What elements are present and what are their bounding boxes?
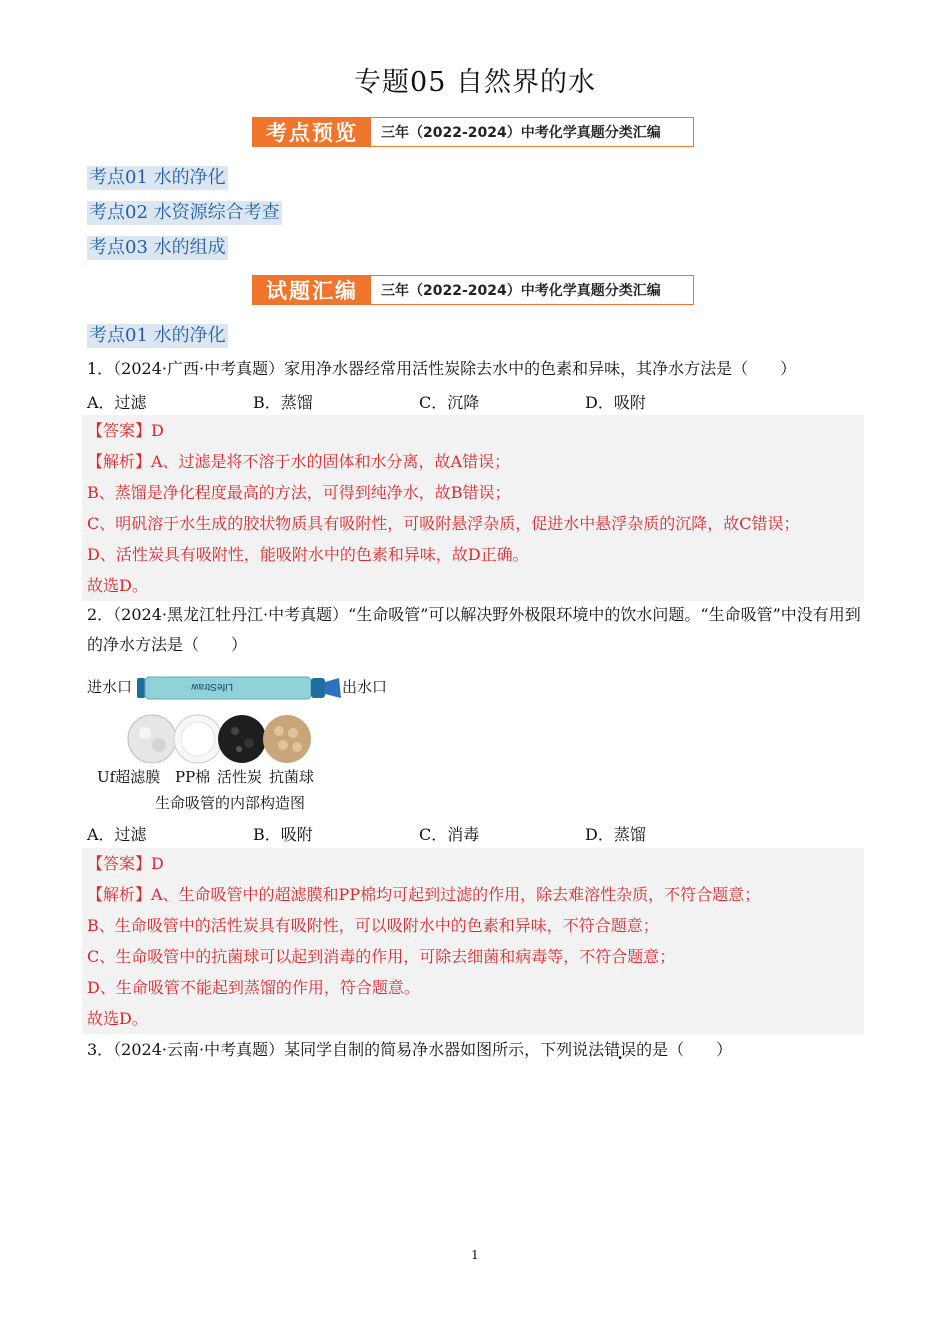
- inlet-label: 进水口: [87, 678, 133, 696]
- analysis-line: 故选D。: [87, 1009, 148, 1028]
- banner-tag: 试题汇编: [253, 276, 371, 304]
- q1-options: [87, 390, 787, 413]
- layer-label-pp: PP棉: [175, 768, 211, 786]
- q3-stem: [87, 1035, 867, 1065]
- analysis-line: C、明矾溶于水生成的胶状物质具有吸附性，可吸附悬浮杂质，促进水中悬浮杂质的沉降，故C错误；: [87, 514, 800, 533]
- banner-subtitle: 三年（2022-2024）中考化学真题分类汇编: [381, 125, 661, 141]
- toc-item-3[interactable]: 考点03 水的组成: [89, 237, 226, 258]
- questions-banner: [252, 275, 694, 305]
- answer-line: 【答案】D: [87, 421, 164, 440]
- q2-options: [87, 822, 787, 845]
- option-a: A．过滤: [87, 393, 147, 412]
- page-number: 1: [471, 1248, 479, 1262]
- q2-stem: 2．（2024·黑龙江牡丹江·中考真题）“生命吸管”可以解决野外极限环境中的饮水问题。“生命吸管”中没有用到的净水方法是（ ）: [87, 605, 861, 654]
- filter-layers-image: [127, 713, 313, 765]
- option-b: B．吸附: [253, 825, 313, 844]
- analysis-line: D、生命吸管不能起到蒸馏的作用，符合题意。: [87, 978, 420, 997]
- banner-tag: 考点预览: [253, 118, 371, 146]
- toc-item-1[interactable]: 考点01 水的净化: [89, 167, 226, 188]
- analysis-line: B、生命吸管中的活性炭具有吸附性，可以吸附水中的色素和异味，不符合题意；: [87, 916, 659, 935]
- option-c: C．沉降: [419, 393, 480, 412]
- layer-label-antibacterial: 抗菌球: [269, 768, 315, 786]
- option-d: D．吸附: [585, 393, 646, 412]
- lifestraw-tube-image: [135, 672, 345, 702]
- analysis-line: 【解析】A、生命吸管中的超滤膜和PP棉均可起到过滤的作用，除去难溶性杂质，不符合题意；: [87, 885, 761, 904]
- q3-stem-after: 的是（ ）: [636, 1040, 733, 1059]
- banner-subtitle: 三年（2022-2024）中考化学真题分类汇编: [381, 283, 661, 299]
- layer-label-carbon: 活性炭: [217, 768, 263, 786]
- answer-line: 【答案】D: [87, 854, 164, 873]
- option-b: B．蒸馏: [253, 393, 313, 412]
- option-d: D．蒸馏: [585, 825, 646, 844]
- q1-stem: 1．（2024·广西·中考真题）家用净水器经常用活性炭除去水中的色素和异味，其净水方法是（ ）: [87, 359, 797, 378]
- outlet-label: 出水口: [342, 678, 388, 696]
- analysis-line: B、蒸馏是净化程度最高的方法，可得到纯净水，故B错误；: [87, 483, 511, 502]
- analysis-line: 【解析】A、过滤是将不溶于水的固体和水分离，故A错误；: [87, 452, 511, 471]
- q3-stem-before: 3．（2024·云南·中考真题）某同学自制的简易净水器如图所示，下列说法: [87, 1040, 605, 1059]
- section-heading: 考点01 水的净化: [89, 325, 226, 346]
- analysis-line: C、生命吸管中的抗菌球可以起到消毒的作用，可除去细菌和病毒等，不符合题意；: [87, 947, 676, 966]
- page-title: 专题05 自然界的水: [354, 67, 596, 98]
- preview-banner: [252, 117, 694, 147]
- layer-label-uf: Uf超滤膜: [97, 768, 161, 786]
- q3-stem-emphasis: 错误: [604, 1040, 637, 1059]
- brand-text: LifeStraw: [191, 681, 233, 692]
- option-a: A．过滤: [87, 825, 147, 844]
- q2-answer-box: [82, 848, 864, 1034]
- analysis-line: D、活性炭具有吸附性，能吸附水中的色素和异味，故D正确。: [87, 545, 529, 564]
- toc-item-2[interactable]: 考点02 水资源综合考查: [89, 202, 280, 223]
- analysis-line: 故选D。: [87, 576, 148, 595]
- figure-caption: 生命吸管的内部构造图: [155, 794, 306, 812]
- q1-answer-box: [82, 415, 864, 601]
- lifestraw-figure: [87, 668, 407, 813]
- option-c: C．消毒: [419, 825, 480, 844]
